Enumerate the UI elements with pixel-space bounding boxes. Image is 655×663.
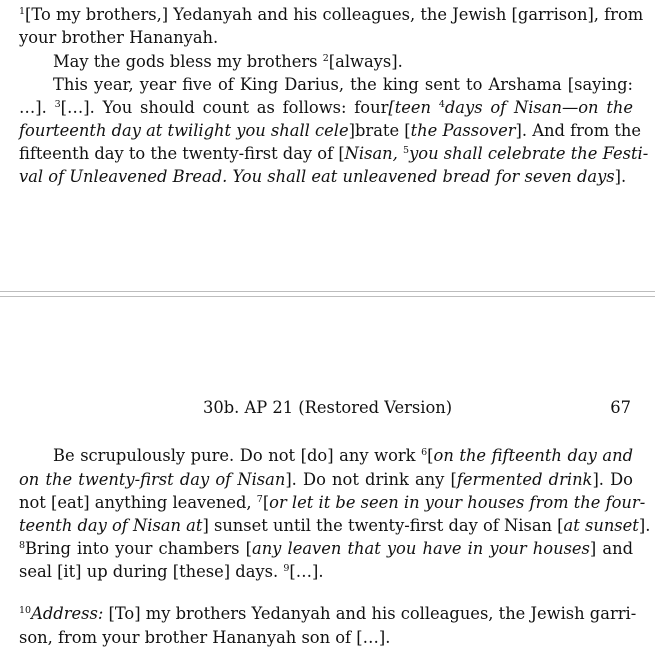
text-run: [To my brothers,] Yedanyah and his colleagues, the Jewish [garrison], from xyxy=(25,5,644,24)
verse-number: 3 xyxy=(54,99,61,110)
text-run: ]. xyxy=(614,167,627,186)
italic-text: Address: xyxy=(31,604,104,623)
italic-text: the Passover xyxy=(410,121,516,140)
paragraph-line xyxy=(19,143,649,166)
verse-number: 6 xyxy=(421,447,428,458)
paragraph-line xyxy=(19,469,633,492)
italic-text: on the fifteenth day and xyxy=(433,446,633,465)
paragraph-line xyxy=(19,627,633,650)
page-break-rule xyxy=(0,296,655,297)
verse-number: 10 xyxy=(19,605,32,616)
text-run: ]brate [ xyxy=(348,121,411,140)
text-run: son, from your brother Hananyah son of […]. xyxy=(19,628,391,647)
page-number: 67 xyxy=(610,398,631,417)
text-run: ]. Do not drink any [ xyxy=(285,470,457,489)
text-run: ] sunset until the twenty-first day of Nisan [ xyxy=(202,516,564,535)
italic-text: you shall celebrate the Festi- xyxy=(409,144,649,163)
text-run: […]. xyxy=(289,562,324,581)
italic-text: on the twenty-first day of Nisan xyxy=(19,470,286,489)
verse-number: 5 xyxy=(403,145,410,156)
text-run: fifteenth day to the twenty-first day of [ xyxy=(19,144,345,163)
paragraph-line xyxy=(53,74,633,97)
paragraph-line xyxy=(19,120,641,143)
text-run: seal [it] up during [these] days. xyxy=(19,562,284,581)
paragraph-line xyxy=(19,538,633,561)
text-run: your brother Hananyah. xyxy=(19,28,219,47)
paragraph-line xyxy=(19,603,637,626)
italic-text: at sunset xyxy=(563,516,639,535)
text-run: ]. Do xyxy=(592,470,633,489)
italic-text: any leaven that you have in your houses xyxy=(251,539,590,558)
text-run: May the gods bless my brothers xyxy=(53,52,323,71)
verse-number: 8 xyxy=(19,540,26,551)
paragraph-line xyxy=(53,51,633,74)
text-run: Bring into your chambers [ xyxy=(25,539,252,558)
italic-text: Nisan, xyxy=(344,144,404,163)
paragraph-line xyxy=(19,515,651,538)
verse-number: 7 xyxy=(256,494,263,505)
section-title: 30b. AP 21 (Restored Version) xyxy=(203,398,453,417)
verse-number: 2 xyxy=(322,53,329,64)
text-run: Be scrupulously pure. Do not [do] any work xyxy=(53,446,422,465)
verse-number: 1 xyxy=(19,6,26,17)
page-break-rule xyxy=(0,291,655,292)
paragraph-line xyxy=(19,492,646,515)
italic-text: fourteenth day at twilight you shall cele xyxy=(19,121,349,140)
verse-number: 4 xyxy=(438,99,445,110)
text-run: This year, year five of King Darius, the king sent to Arshama [saying: xyxy=(53,75,633,94)
italic-text: val of Unleavened Bread. You shall eat unleavened bread for seven days xyxy=(19,167,615,186)
paragraph-line xyxy=(19,27,633,50)
italic-text: days of Nisan—on the xyxy=(444,98,633,117)
text-run: […]. You should count as follows: four xyxy=(60,98,389,117)
paragraph-line xyxy=(19,97,633,120)
text-run: ]. And from the xyxy=(515,121,641,140)
verse-number: 9 xyxy=(283,563,290,574)
text-run: ]. xyxy=(638,516,651,535)
text-run: …]. xyxy=(19,98,55,117)
paragraph-line xyxy=(53,445,633,468)
text-run: [always]. xyxy=(328,52,403,71)
paragraph-line xyxy=(19,4,644,27)
text-run: [To] my brothers Yedanyah and his colleagues, the Jewish garri- xyxy=(103,604,637,623)
italic-text: fermented drink xyxy=(456,470,593,489)
text-run: [ xyxy=(427,446,434,465)
text-run: [ xyxy=(262,493,270,512)
paragraph-line xyxy=(19,166,633,189)
italic-text: teenth day of Nisan at xyxy=(19,516,203,535)
italic-text: [teen xyxy=(388,98,439,117)
text-run: ] and xyxy=(589,539,634,558)
text-run: not [eat] anything leavened, xyxy=(19,493,257,512)
paragraph-line xyxy=(19,561,633,584)
italic-text: or let it be seen in your houses from the four- xyxy=(269,493,646,512)
